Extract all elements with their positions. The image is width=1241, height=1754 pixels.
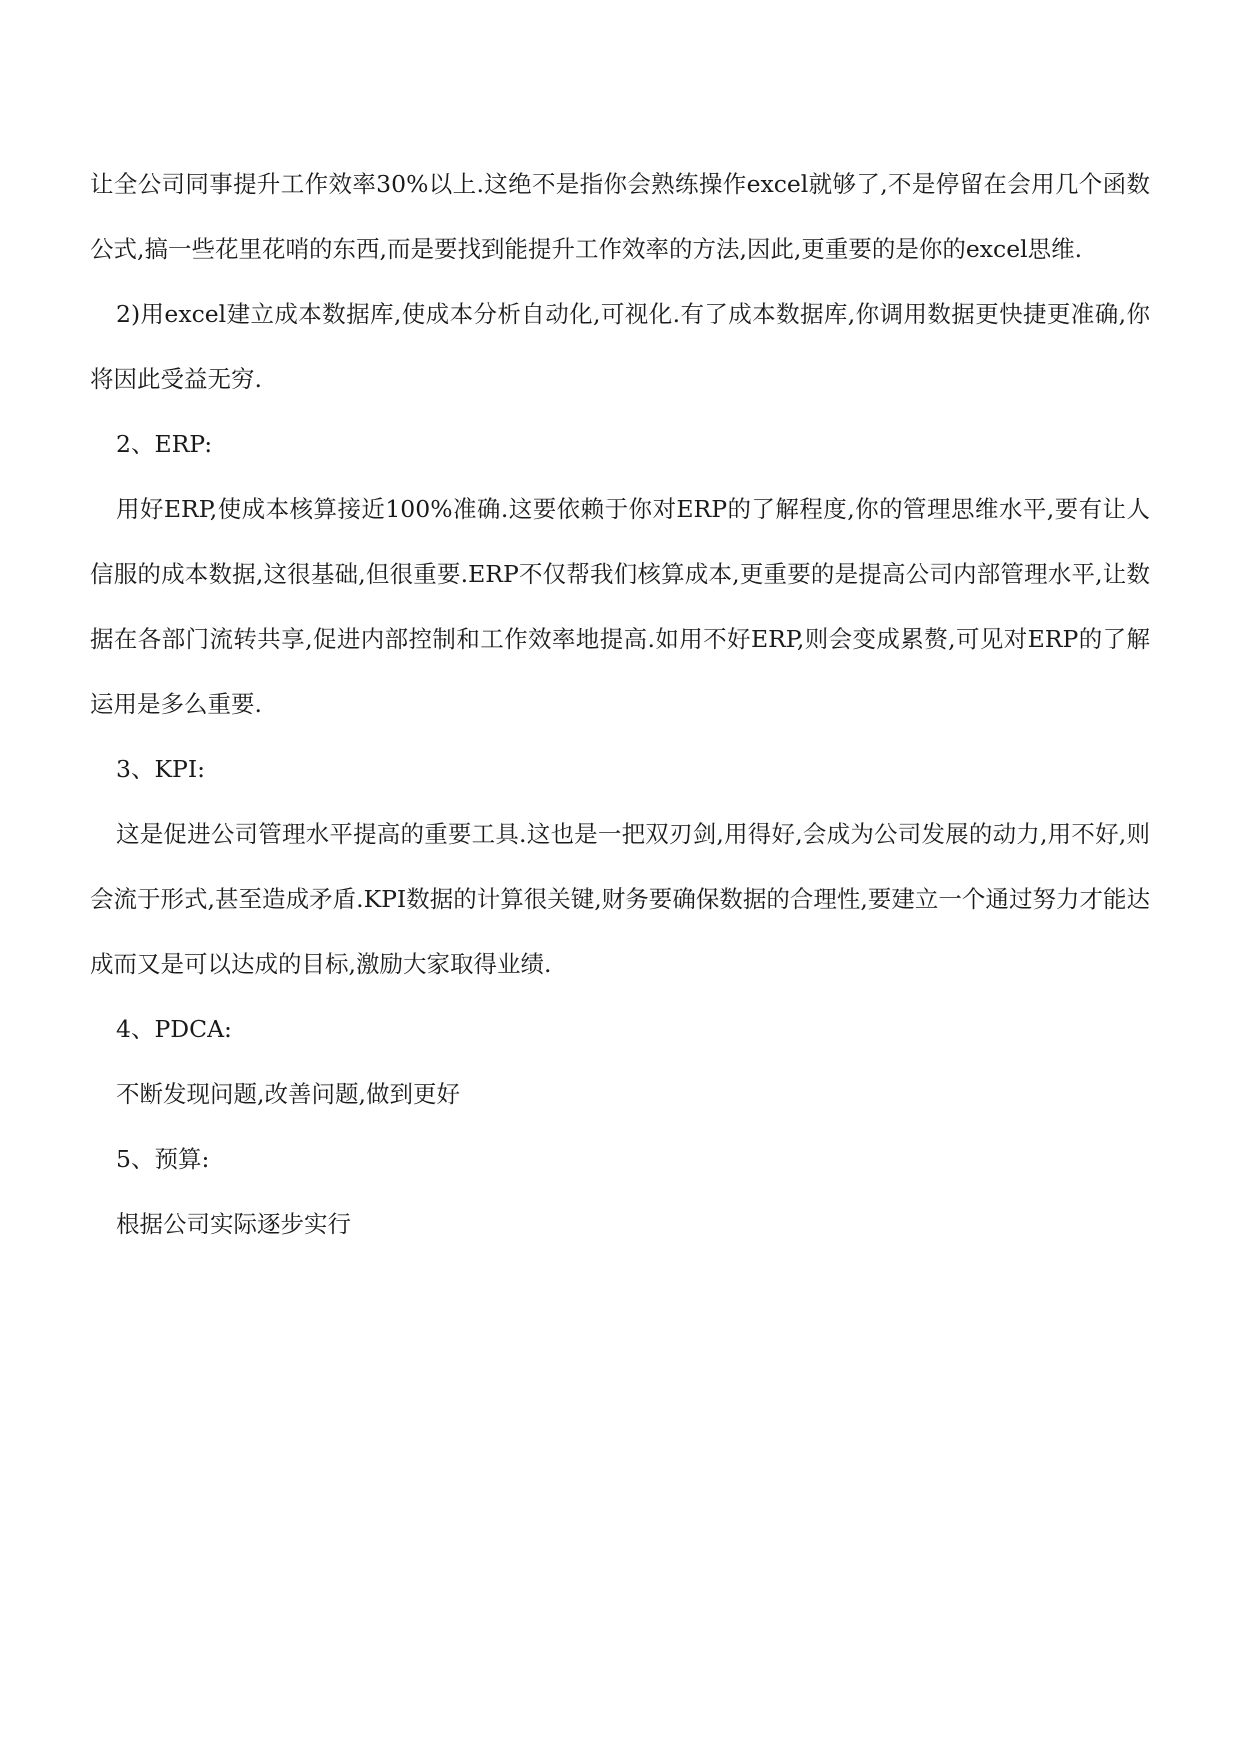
heading-pdca: 4、PDCA:: [116, 1015, 232, 1043]
paragraph-pdca: 不断发现问题,改善问题,做到更好: [116, 1080, 460, 1108]
heading-kpi: 3、KPI:: [116, 755, 206, 783]
document-body: [90, 152, 1150, 1257]
heading-budget: 5、预算:: [116, 1145, 210, 1173]
paragraph-excel-thinking: 让全公司同事提升工作效率30%以上.这绝不是指你会熟练操作excel就够了,不是停留在会用几个函数公式,搞一些花里花哨的东西,而是要找到能提升工作效率的方法,因此,更重要的是你的excel思维.: [90, 170, 1150, 263]
paragraph-erp: 用好ERP,使成本核算接近100%准确.这要依赖于你对ERP的了解程度,你的管理思维水平,要有让人信服的成本数据,这很基础,但很重要.ERP不仅帮我们核算成本,更重要的是提高公司内部管理水平,让数据在各部门流转共享,促进内部控制和工作效率地提高.如用不好ERP,则会变成累赘,可见对ERP的了解运用是多么重要.: [90, 495, 1150, 718]
paragraph-kpi: 这是促进公司管理水平提高的重要工具.这也是一把双刃剑,用得好,会成为公司发展的动力,用不好,则会流于形式,甚至造成矛盾.KPI数据的计算很关键,财务要确保数据的合理性,要建立一个通过努力才能达成而又是可以达成的目标,激励大家取得业绩.: [90, 820, 1150, 978]
heading-erp: 2、ERP:: [116, 430, 213, 458]
paragraph-budget: 根据公司实际逐步实行: [116, 1210, 351, 1238]
paragraph-cost-database: 2)用excel建立成本数据库,使成本分析自动化,可视化.有了成本数据库,你调用数据更快捷更准确,你将因此受益无穷.: [90, 300, 1150, 393]
